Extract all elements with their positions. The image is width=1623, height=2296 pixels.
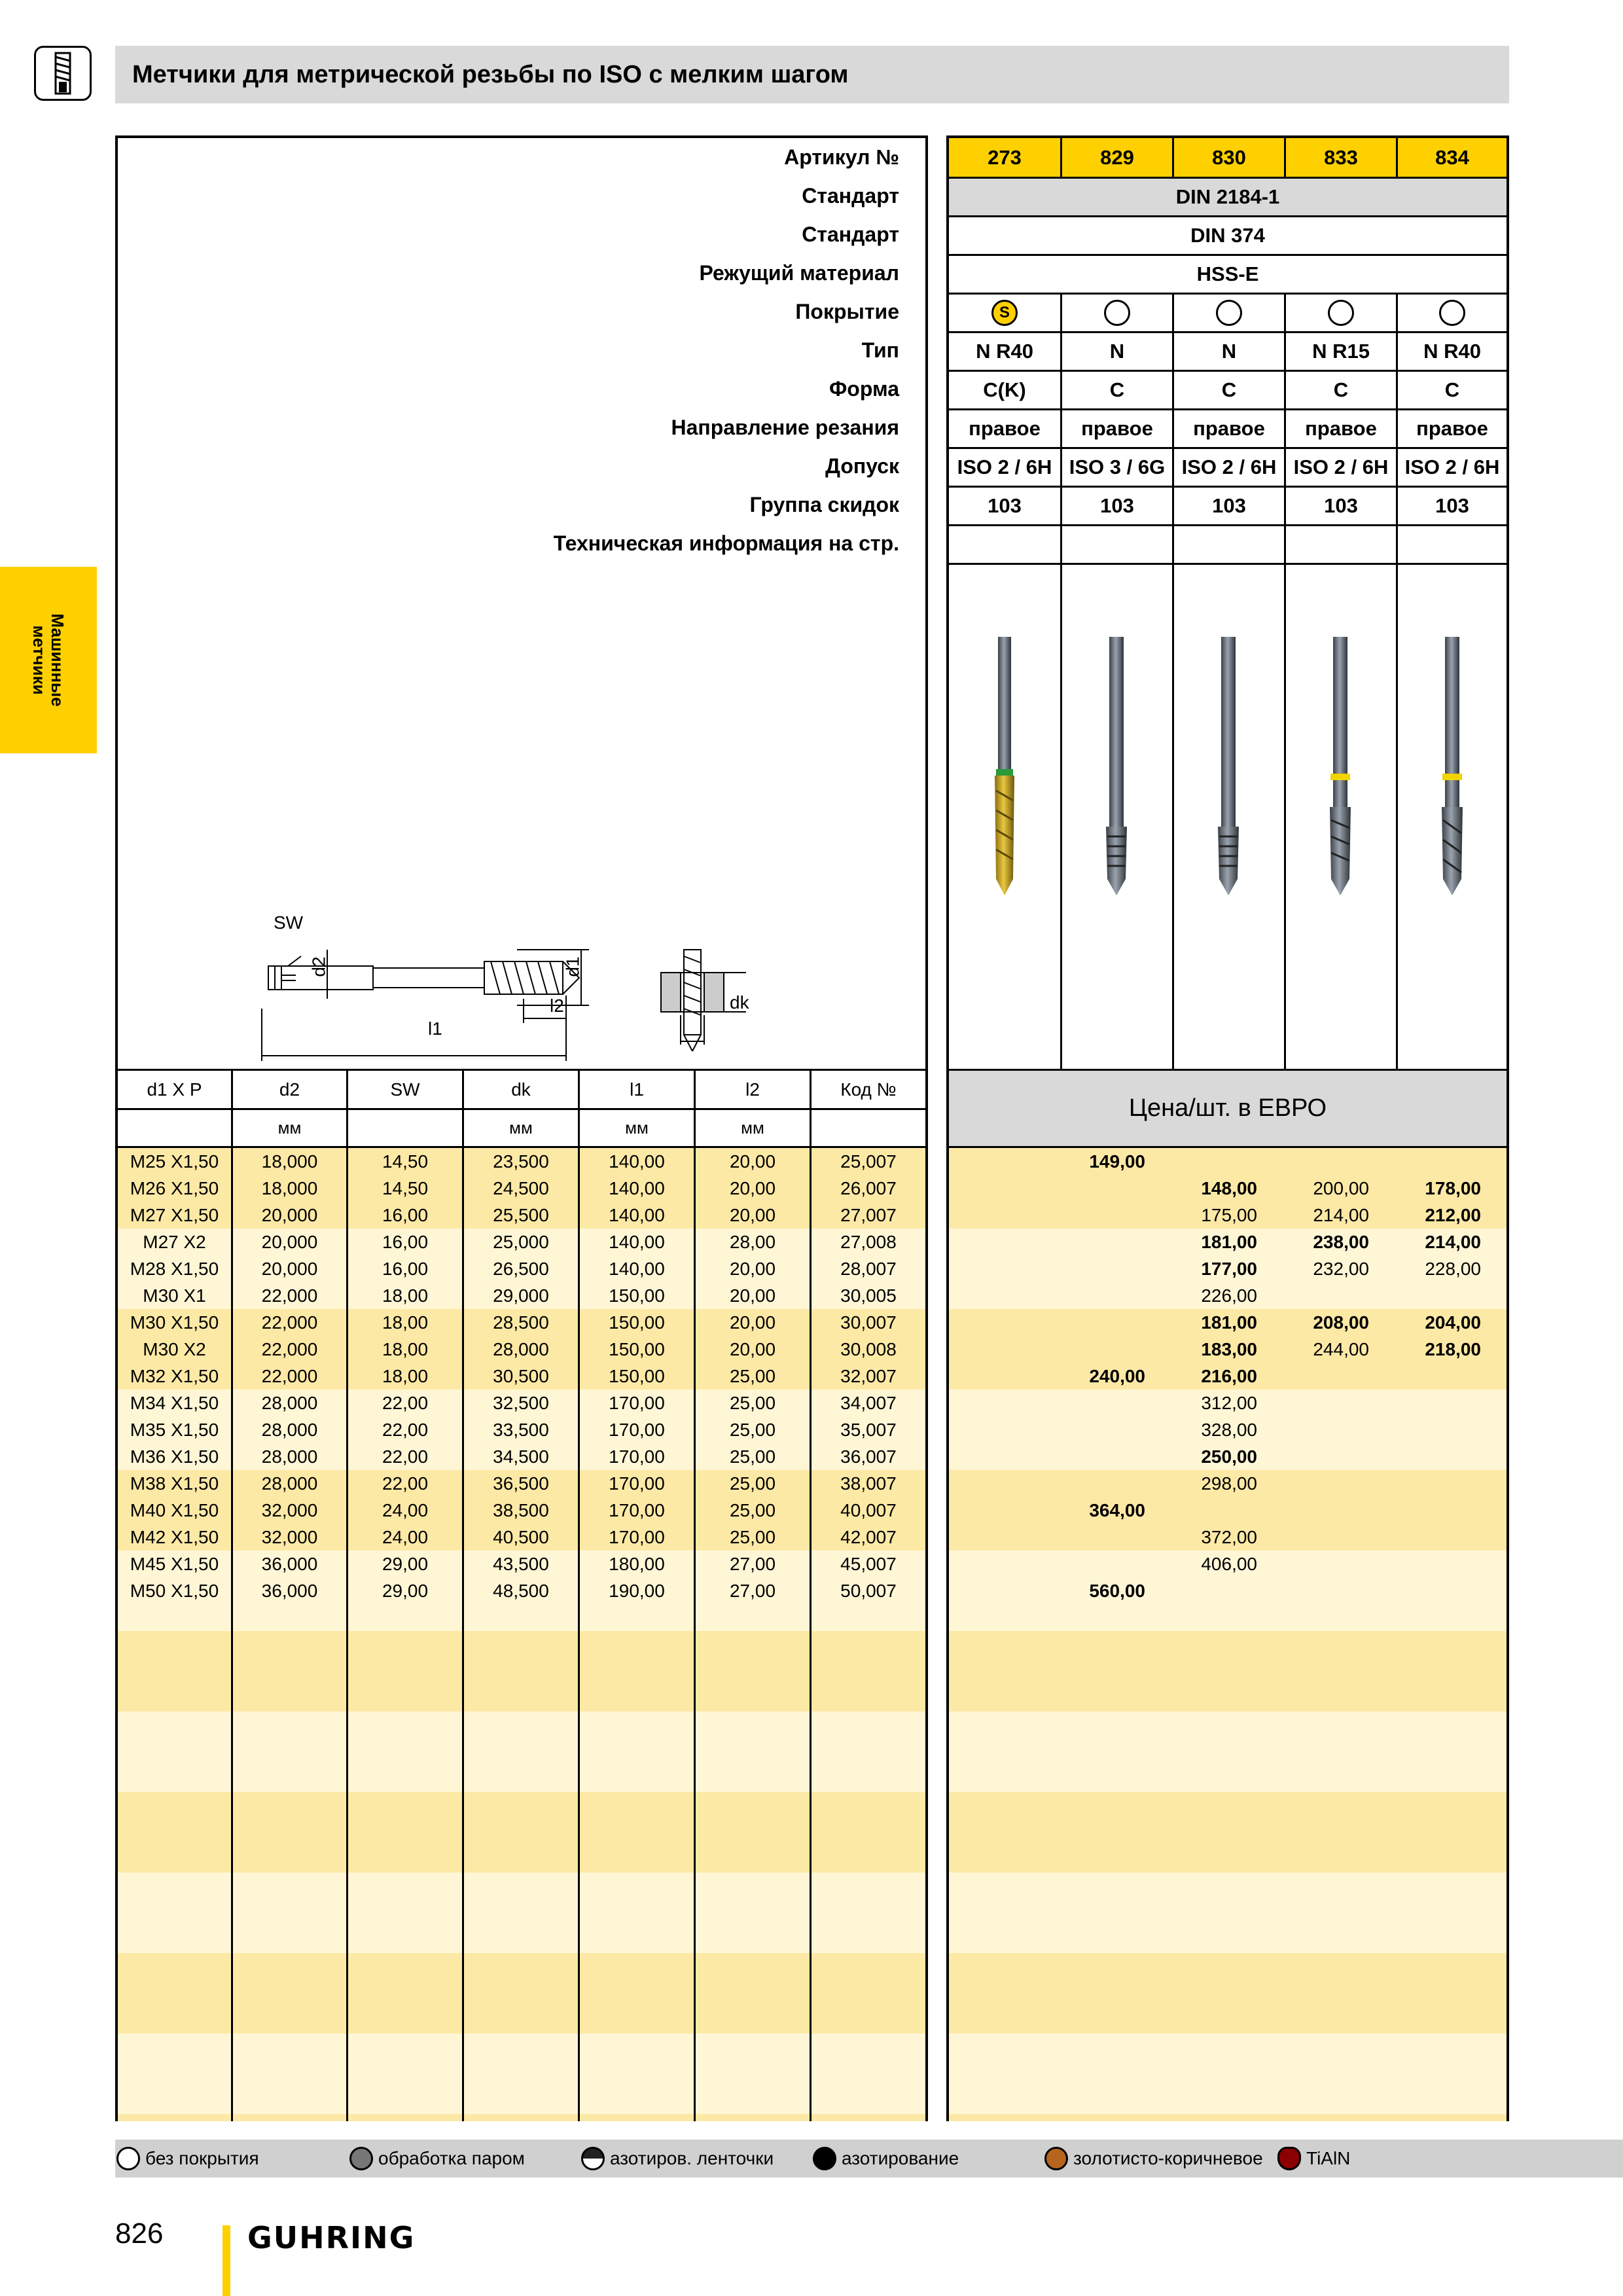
price-cell: 214,00: [1313, 1205, 1369, 1225]
cell-l1: 150,00: [609, 1339, 665, 1359]
cell-l2: 25,00: [729, 1420, 776, 1440]
price-cell: 238,00: [1313, 1232, 1369, 1252]
spec-label-direction: Направление резания: [671, 416, 899, 439]
tap-image-833: [1330, 637, 1351, 895]
cell-code: 34,007: [840, 1393, 897, 1413]
col-header-dk: dk: [511, 1079, 531, 1100]
price-cell: 175,00: [1201, 1205, 1257, 1225]
cell-l1: 140,00: [609, 1178, 665, 1198]
price-table-body: [949, 1148, 1507, 2121]
article-panel: [946, 135, 1509, 2121]
cell-l1: 170,00: [609, 1527, 665, 1547]
cell-dk: 38,500: [493, 1500, 549, 1520]
price-cell: 372,00: [1201, 1527, 1257, 1547]
tolerance-830: ISO 2 / 6H: [1181, 456, 1277, 478]
table-row: [118, 1282, 925, 1309]
cell-d2: 20,000: [261, 1205, 318, 1225]
cell-code: 27,007: [840, 1205, 897, 1225]
cell-dk: 23,500: [493, 1151, 549, 1172]
form-833: C: [1333, 378, 1349, 401]
article-833: 833: [1324, 145, 1358, 169]
table-row: [118, 1416, 925, 1443]
cell-dk: 28,000: [493, 1339, 549, 1359]
cell-size: M42 X1,50: [130, 1527, 219, 1547]
spec-label-standard2: Стандарт: [802, 223, 899, 246]
cell-dk: 36,500: [493, 1473, 549, 1494]
cell-sw: 18,00: [382, 1285, 429, 1306]
table-row: [118, 1255, 925, 1282]
cell-size: M45 X1,50: [130, 1554, 219, 1574]
legend-item: TiAlN: [1277, 2140, 1350, 2178]
tap-image-830: [1218, 637, 1239, 895]
price-header: Цена/шт. в ЕВРО: [1128, 1094, 1327, 1122]
cell-sw: 22,00: [382, 1393, 429, 1413]
price-cell: 250,00: [1201, 1446, 1257, 1467]
price-cell: 178,00: [1425, 1178, 1481, 1198]
cell-l2: 25,00: [729, 1500, 776, 1520]
table-row: [118, 1470, 925, 1497]
section-tab-line2: метчики: [29, 625, 49, 695]
cell-d2: 18,000: [261, 1178, 318, 1198]
cell-dk: 34,500: [493, 1446, 549, 1467]
table-row: [118, 1577, 925, 1604]
direction-830: правое: [1193, 417, 1265, 440]
discount-group-830: 103: [1212, 494, 1246, 517]
cell-code: 25,007: [840, 1151, 897, 1172]
col-header-l2: l2: [745, 1079, 760, 1100]
cell-code: 28,007: [840, 1259, 897, 1279]
price-cell: 212,00: [1425, 1205, 1481, 1225]
cell-size: M35 X1,50: [130, 1420, 219, 1440]
price-row: [949, 1497, 1507, 1524]
cell-l1: 140,00: [609, 1232, 665, 1252]
cell-d2: 32,000: [261, 1500, 318, 1520]
direction-273: правое: [969, 417, 1041, 440]
price-row: [949, 1443, 1507, 1470]
table-row: [118, 1497, 925, 1524]
table-row: [118, 1229, 925, 1255]
cell-sw: 29,00: [382, 1581, 429, 1601]
cell-sw: 16,00: [382, 1259, 429, 1279]
price-row: [949, 1551, 1507, 1577]
cell-size: M30 X2: [143, 1339, 206, 1359]
cell-dk: 29,000: [493, 1285, 549, 1306]
price-row: [949, 1148, 1507, 1175]
discount-group-834: 103: [1435, 494, 1469, 517]
unit-l1: мм: [625, 1118, 649, 1138]
form-273: C(K): [983, 378, 1026, 401]
cell-dk: 28,500: [493, 1312, 549, 1333]
price-row: [949, 1255, 1507, 1282]
type-829: N: [1109, 340, 1125, 363]
price-cell: 204,00: [1425, 1312, 1481, 1333]
cell-d2: 22,000: [261, 1366, 318, 1386]
cell-sw: 16,00: [382, 1205, 429, 1225]
cell-d2: 28,000: [261, 1446, 318, 1467]
article-830: 830: [1212, 145, 1246, 169]
tap-image-829: [1106, 637, 1127, 895]
cell-d2: 28,000: [261, 1393, 318, 1413]
price-row: [949, 1202, 1507, 1229]
price-row: [949, 1282, 1507, 1309]
cell-size: M34 X1,50: [130, 1393, 219, 1413]
cell-d2: 22,000: [261, 1312, 318, 1333]
cell-size: M36 X1,50: [130, 1446, 219, 1467]
cell-l1: 170,00: [609, 1420, 665, 1440]
cell-sw: 14,50: [382, 1178, 429, 1198]
cell-code: 36,007: [840, 1446, 897, 1467]
nitrided-lands-icon: [581, 2147, 605, 2170]
price-cell: 218,00: [1425, 1339, 1481, 1359]
cell-code: 30,007: [840, 1312, 897, 1333]
spec-label-discount: Группа скидок: [749, 493, 899, 516]
price-cell: 183,00: [1201, 1339, 1257, 1359]
type-273: N R40: [976, 340, 1033, 363]
article-834: 834: [1435, 145, 1469, 169]
price-row: [949, 1229, 1507, 1255]
price-row: [949, 1390, 1507, 1416]
cell-dk: 25,500: [493, 1205, 549, 1225]
spec-label-material: Режущий материал: [699, 261, 899, 285]
cell-l2: 25,00: [729, 1527, 776, 1547]
cell-d2: 32,000: [261, 1527, 318, 1547]
price-cell: 328,00: [1201, 1420, 1257, 1440]
cell-sw: 18,00: [382, 1312, 429, 1333]
discount-group-273: 103: [988, 494, 1022, 517]
unit-l2: мм: [741, 1118, 764, 1138]
price-cell: 312,00: [1201, 1393, 1257, 1413]
price-cell: 228,00: [1425, 1259, 1481, 1279]
tolerance-829: ISO 3 / 6G: [1069, 456, 1166, 478]
cell-l2: 20,00: [729, 1312, 776, 1333]
cell-l1: 150,00: [609, 1366, 665, 1386]
section-tab: [0, 567, 97, 753]
legend-item: без покрытия: [116, 2140, 259, 2178]
cell-d2: 36,000: [261, 1581, 318, 1601]
tialn-icon: [1277, 2147, 1301, 2170]
price-cell: 364,00: [1089, 1500, 1145, 1520]
price-row: [949, 1309, 1507, 1336]
cell-code: 40,007: [840, 1500, 897, 1520]
spec-label-form: Форма: [829, 377, 899, 401]
cell-size: M38 X1,50: [130, 1473, 219, 1494]
cell-l1: 140,00: [609, 1259, 665, 1279]
table-row: [118, 1443, 925, 1470]
brand-logo: GUHRING: [247, 2220, 416, 2255]
cell-l2: 25,00: [729, 1446, 776, 1467]
price-cell: 214,00: [1425, 1232, 1481, 1252]
price-cell: 298,00: [1201, 1473, 1257, 1494]
spec-label-techinfo: Техническая информация на стр.: [553, 531, 899, 555]
form-830: C: [1221, 378, 1237, 401]
coating-legend: [115, 2140, 1623, 2178]
cell-d2: 18,000: [261, 1151, 318, 1172]
table-row: [118, 1551, 925, 1577]
cell-code: 50,007: [840, 1581, 897, 1601]
col-header-size: d1 X P: [147, 1079, 202, 1100]
table-row: [118, 1524, 925, 1551]
cell-l1: 180,00: [609, 1554, 665, 1574]
cell-l2: 27,00: [729, 1581, 776, 1601]
cell-l2: 20,00: [729, 1285, 776, 1306]
price-row: [949, 1363, 1507, 1390]
cell-l2: 27,00: [729, 1554, 776, 1574]
cell-code: 35,007: [840, 1420, 897, 1440]
diagram-label-sw: SW: [274, 912, 304, 933]
direction-833: правое: [1305, 417, 1377, 440]
table-row: [118, 1202, 925, 1229]
cell-dk: 40,500: [493, 1527, 549, 1547]
tolerance-834: ISO 2 / 6H: [1404, 456, 1500, 478]
table-row: [118, 1390, 925, 1416]
price-cell: 560,00: [1089, 1581, 1145, 1601]
type-834: N R40: [1423, 340, 1481, 363]
discount-group-829: 103: [1100, 494, 1134, 517]
cell-code: 42,007: [840, 1527, 897, 1547]
price-cell: 244,00: [1313, 1339, 1369, 1359]
col-header-code: Код №: [840, 1079, 897, 1100]
cell-sw: 22,00: [382, 1446, 429, 1467]
price-row: [949, 1336, 1507, 1363]
price-cell: 200,00: [1313, 1178, 1369, 1198]
cell-size: M50 X1,50: [130, 1581, 219, 1601]
price-cell: 148,00: [1201, 1178, 1257, 1198]
cell-l1: 170,00: [609, 1473, 665, 1494]
form-829: C: [1109, 378, 1125, 401]
cell-size: M40 X1,50: [130, 1500, 219, 1520]
cell-sw: 24,00: [382, 1500, 429, 1520]
cell-size: M26 X1,50: [130, 1178, 219, 1198]
price-cell: 216,00: [1201, 1366, 1257, 1386]
spec-label-standard1: Стандарт: [802, 184, 899, 207]
cell-dk: 32,500: [493, 1393, 549, 1413]
cell-code: 30,005: [840, 1285, 897, 1306]
page-number: 826: [115, 2217, 164, 2250]
gold-brown-icon: [1044, 2147, 1068, 2170]
cell-d2: 22,000: [261, 1285, 318, 1306]
article-273: 273: [988, 145, 1022, 169]
cell-size: M27 X1,50: [130, 1205, 219, 1225]
price-cell: 177,00: [1201, 1259, 1257, 1279]
standard-din2184: DIN 2184-1: [1175, 185, 1280, 208]
tap-image-834: [1442, 637, 1463, 895]
diagram-label-d2: d2: [308, 956, 329, 977]
tolerance-273: ISO 2 / 6H: [957, 456, 1052, 478]
cell-dk: 48,500: [493, 1581, 549, 1601]
steam-treated-icon: [349, 2147, 373, 2170]
cell-sw: 18,00: [382, 1339, 429, 1359]
table-row: [118, 1175, 925, 1202]
cell-l1: 170,00: [609, 1500, 665, 1520]
cell-d2: 22,000: [261, 1339, 318, 1359]
page-title: Метчики для метрической резьбы по ISO с мелким шагом: [132, 61, 849, 88]
type-833: N R15: [1312, 340, 1370, 363]
section-tab-line1: Машинные: [48, 613, 67, 707]
col-header-l1: l1: [630, 1079, 644, 1100]
table-row: [118, 1336, 925, 1363]
cell-size: M28 X1,50: [130, 1259, 219, 1279]
cell-l2: 20,00: [729, 1178, 776, 1198]
cell-dk: 24,500: [493, 1178, 549, 1198]
article-829: 829: [1100, 145, 1134, 169]
cutting-material: HSS-E: [1196, 262, 1259, 285]
table-row: [118, 1309, 925, 1336]
title-bar: [115, 46, 1509, 103]
tolerance-833: ISO 2 / 6H: [1293, 456, 1389, 478]
cell-size: M25 X1,50: [130, 1151, 219, 1172]
tap-image-273: [995, 637, 1014, 895]
legend-item: азотиров. ленточки: [581, 2140, 774, 2178]
legend-item: обработка паром: [349, 2140, 525, 2178]
dimension-table-body: [118, 1148, 925, 2121]
price-cell: 232,00: [1313, 1259, 1369, 1279]
cell-code: 30,008: [840, 1339, 897, 1359]
spec-panel: [115, 135, 928, 2121]
cell-l2: 20,00: [729, 1205, 776, 1225]
cell-l2: 20,00: [729, 1151, 776, 1172]
cell-code: 32,007: [840, 1366, 897, 1386]
nitrided-icon: [813, 2147, 836, 2170]
cell-code: 26,007: [840, 1178, 897, 1198]
unit-d2: мм: [277, 1118, 302, 1138]
price-cell: 208,00: [1313, 1312, 1369, 1333]
price-row: [949, 1524, 1507, 1551]
cell-d2: 28,000: [261, 1420, 318, 1440]
price-cell: 181,00: [1201, 1312, 1257, 1333]
unit-dk: мм: [509, 1118, 533, 1138]
cell-l2: 28,00: [729, 1232, 776, 1252]
footer-accent-bar: [223, 2225, 230, 2296]
cell-l1: 150,00: [609, 1285, 665, 1306]
price-row: [949, 1175, 1507, 1202]
price-row: [949, 1416, 1507, 1443]
table-row: [118, 1363, 925, 1390]
price-cell: 226,00: [1201, 1285, 1257, 1306]
direction-834: правое: [1416, 417, 1488, 440]
cell-dk: 25,000: [493, 1232, 549, 1252]
price-row: [949, 1577, 1507, 1604]
form-834: C: [1444, 378, 1460, 401]
legend-item: золотисто-коричневое: [1044, 2140, 1263, 2178]
price-cell: 406,00: [1201, 1554, 1257, 1574]
cell-dk: 30,500: [493, 1366, 549, 1386]
diagram-label-d1: d1: [562, 956, 583, 977]
diagram-label-dk: dk: [730, 992, 749, 1013]
cell-l2: 20,00: [729, 1339, 776, 1359]
type-830: N: [1221, 340, 1237, 363]
spec-values: [949, 138, 1507, 563]
cell-l1: 170,00: [609, 1446, 665, 1467]
cell-dk: 26,500: [493, 1259, 549, 1279]
price-cell: 149,00: [1089, 1151, 1145, 1172]
table-row: [118, 1148, 925, 1175]
cell-d2: 36,000: [261, 1554, 318, 1574]
spec-label-article: Артикул №: [784, 145, 899, 169]
diagram-label-l2: l2: [550, 996, 564, 1016]
tap-logo-icon: [34, 46, 92, 101]
cell-size: M30 X1: [143, 1285, 206, 1306]
cell-dk: 33,500: [493, 1420, 549, 1440]
price-cell: 240,00: [1089, 1366, 1145, 1386]
legend-item: азотирование: [813, 2140, 959, 2178]
cell-sw: 16,00: [382, 1232, 429, 1252]
cell-sw: 24,00: [382, 1527, 429, 1547]
cell-sw: 29,00: [382, 1554, 429, 1574]
price-cell: 181,00: [1201, 1232, 1257, 1252]
cell-code: 38,007: [840, 1473, 897, 1494]
cell-sw: 22,00: [382, 1473, 429, 1494]
cell-l2: 25,00: [729, 1366, 776, 1386]
uncoated-icon: [116, 2147, 140, 2170]
cell-size: M30 X1,50: [130, 1312, 219, 1333]
spec-label-type: Тип: [861, 338, 899, 362]
cell-d2: 20,000: [261, 1259, 318, 1279]
cell-size: M27 X2: [143, 1232, 206, 1252]
standard-din374: DIN 374: [1190, 224, 1265, 247]
col-header-sw: SW: [390, 1079, 420, 1100]
direction-829: правое: [1081, 417, 1153, 440]
col-header-d2: d2: [279, 1079, 300, 1100]
cell-d2: 28,000: [261, 1473, 318, 1494]
cell-l1: 140,00: [609, 1151, 665, 1172]
cell-l2: 20,00: [729, 1259, 776, 1279]
price-row: [949, 1470, 1507, 1497]
cell-l2: 25,00: [729, 1473, 776, 1494]
cell-l1: 170,00: [609, 1393, 665, 1413]
cell-size: M32 X1,50: [130, 1366, 219, 1386]
cell-d2: 20,000: [261, 1232, 318, 1252]
discount-group-833: 103: [1324, 494, 1358, 517]
diagram-label-l1: l1: [428, 1018, 442, 1039]
cell-sw: 18,00: [382, 1366, 429, 1386]
cell-dk: 43,500: [493, 1554, 549, 1574]
spec-label-coating: Покрытие: [795, 300, 899, 323]
cell-l1: 150,00: [609, 1312, 665, 1333]
cell-code: 27,008: [840, 1232, 897, 1252]
spec-label-tolerance: Допуск: [825, 454, 899, 478]
coating-steam-s-icon: S: [991, 300, 1018, 326]
cell-l1: 140,00: [609, 1205, 665, 1225]
cell-code: 45,007: [840, 1554, 897, 1574]
cell-l2: 25,00: [729, 1393, 776, 1413]
cell-sw: 22,00: [382, 1420, 429, 1440]
cell-l1: 190,00: [609, 1581, 665, 1601]
cell-sw: 14,50: [382, 1151, 429, 1172]
tap-images: [949, 565, 1507, 1069]
